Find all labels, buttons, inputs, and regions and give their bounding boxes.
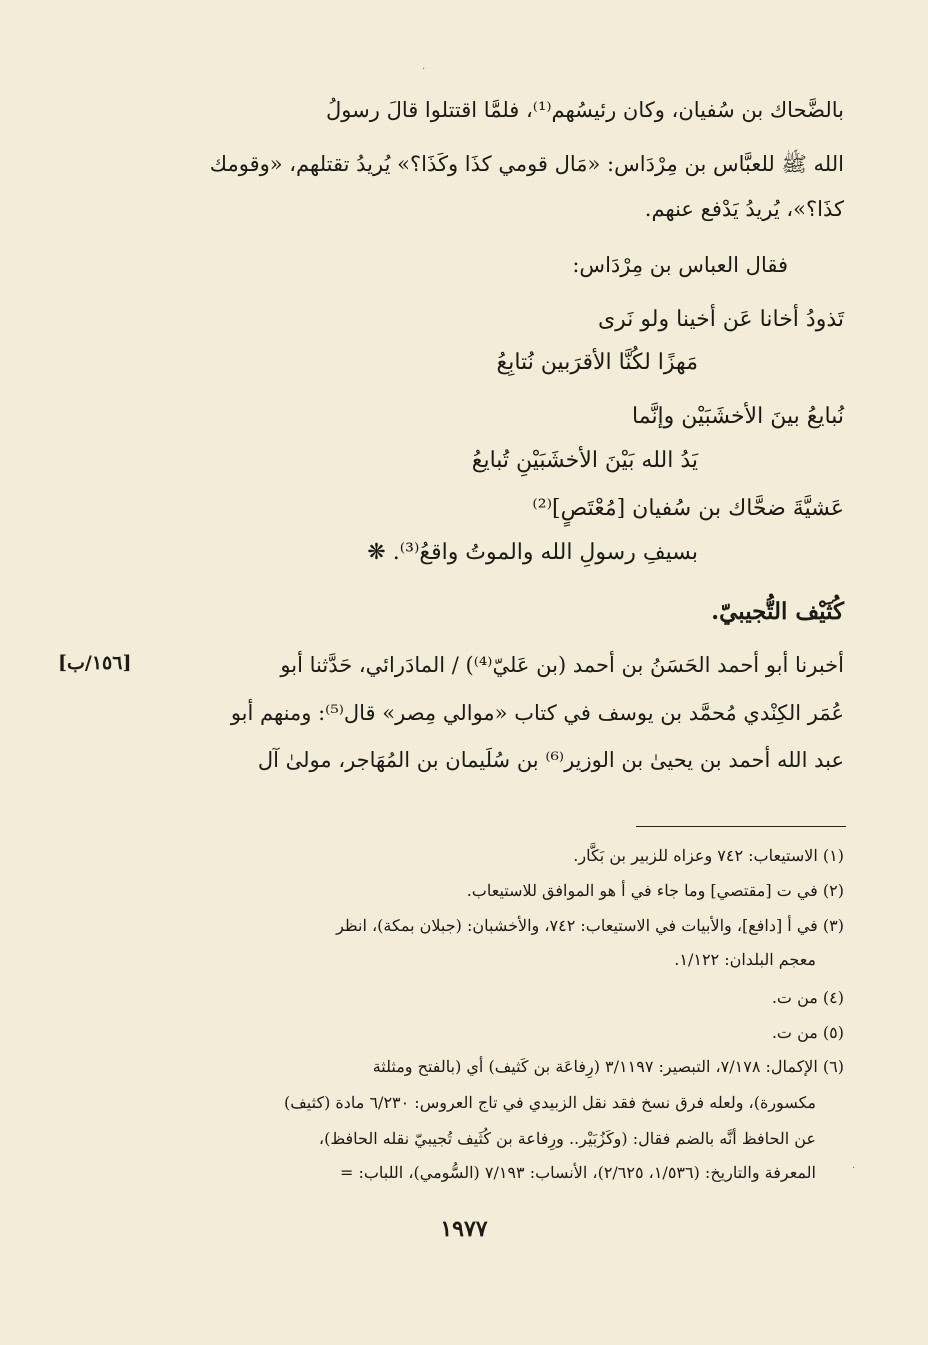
- scan-speck: ·: [422, 64, 426, 75]
- footnote-1: (١) الاستيعاب: ٧٤٢ وعزاه للزبير بن بَكَّار.: [573, 846, 844, 865]
- verse-intro: فقال العباس بن مِرْدَاس:: [572, 253, 788, 277]
- footnote-4: (٤) من ت.: [771, 988, 844, 1007]
- scan-speck: ·: [852, 1163, 856, 1174]
- footnote-6-line-3: عن الحافظ أنَّه بالضم فقال: (وكَزُبَيْر.. ورِفاعة بن كُثَيف تُجيبيّ نقله الحافظ)،: [318, 1129, 816, 1148]
- page-number: ١٩٧٧: [440, 1216, 488, 1242]
- verse-2-first-hemistich: نُبايعُ بينَ الأخشَبَيْن وإنَّما: [632, 404, 844, 429]
- footnote-5: (٥) من ت.: [771, 1023, 844, 1042]
- body-line-3: كذَا؟»، يُريدُ يَدْفع عنهم.: [644, 197, 844, 221]
- body-line-4: أخبرنا أبو أحمد الحَسَنُ بن أحمد (بن عَليّ⁽⁴⁾) / المادَرائي، حَدَّثنا أبو: [280, 653, 844, 677]
- footnote-separator: [636, 826, 846, 827]
- margin-folio-reference: [١٥٦/ب]: [58, 652, 132, 674]
- footnote-3: (٣) في أ [دافع]، والأبيات في الاستيعاب: ٧٤٢، والأخشبان: (جبلان بمكة)، انظر: [336, 916, 844, 935]
- footnote-6-line-4: المعرفة والتاريخ: (١/٥٣٦، ٢/٦٢٥)، الأنساب: ٧/١٩٣ (السُّومي)، اللباب: =: [339, 1163, 816, 1182]
- footnote-6: (٦) الإكمال: ٧/١٧٨، التبصير: ٣/١١٩٧ (رِفاعَة بن كَثيف) أي (بالفتح ومثلثة: [372, 1057, 844, 1076]
- footnote-3-continued: معجم البلدان: ١/١٢٢.: [674, 950, 816, 969]
- footnote-2: (٢) في ت [مقتصي] وما جاء في أ هو الموافق للاستيعاب.: [466, 881, 844, 900]
- verse-1-first-hemistich: تَذودُ أخانا عَن أخينا ولو نَرى: [597, 307, 844, 332]
- verse-1-second-hemistich: مَهزًا لكُنَّا الأقرَبين نُتابِعُ: [496, 350, 698, 375]
- section-heading: كُثَيْف التُّجيبيّ.: [711, 598, 844, 625]
- body-line-6: عبد الله أحمد بن يحيىٰ بن الوزير⁽⁶⁾ بن سُلَيمان بن المُهَاجر، مولىٰ آل: [257, 748, 844, 772]
- body-line-2: الله ﷺ للعبَّاس بن مِرْدَاس: «مَال قومي كذَا وكَذَا؟» يُريدُ تقتلهم، «وقومك: [209, 152, 844, 176]
- body-line-1: بالضَّحاك بن سُفيان، وكان رئيسُهم⁽¹⁾، فلمَّا اقتتلوا قالَ رسولُ: [326, 98, 844, 122]
- verse-3-second-hemistich: بسيفِ رسولِ الله والموتُ واقعُ⁽³⁾. ❋: [367, 540, 698, 565]
- body-line-5: عُمَر الكِنْدي مُحمَّد بن يوسف في كتاب «موالي مِصر» قال⁽⁵⁾: ومنهم أبو: [230, 701, 844, 725]
- footnote-6-line-2: مكسورة)، ولعله فرق نسخ فقد نقل الزبيدي في تاج العروس: ٦/٢٣٠ مادة (كثيف): [284, 1093, 816, 1112]
- verse-2-second-hemistich: يَدُ الله بَيْنَ الأخشَبَيْنِ تُبايعُ: [471, 448, 698, 473]
- verse-3-first-hemistich: عَشيَّةَ ضحَّاك بن سُفيان [مُعْتَصٍ]⁽²⁾: [532, 496, 844, 521]
